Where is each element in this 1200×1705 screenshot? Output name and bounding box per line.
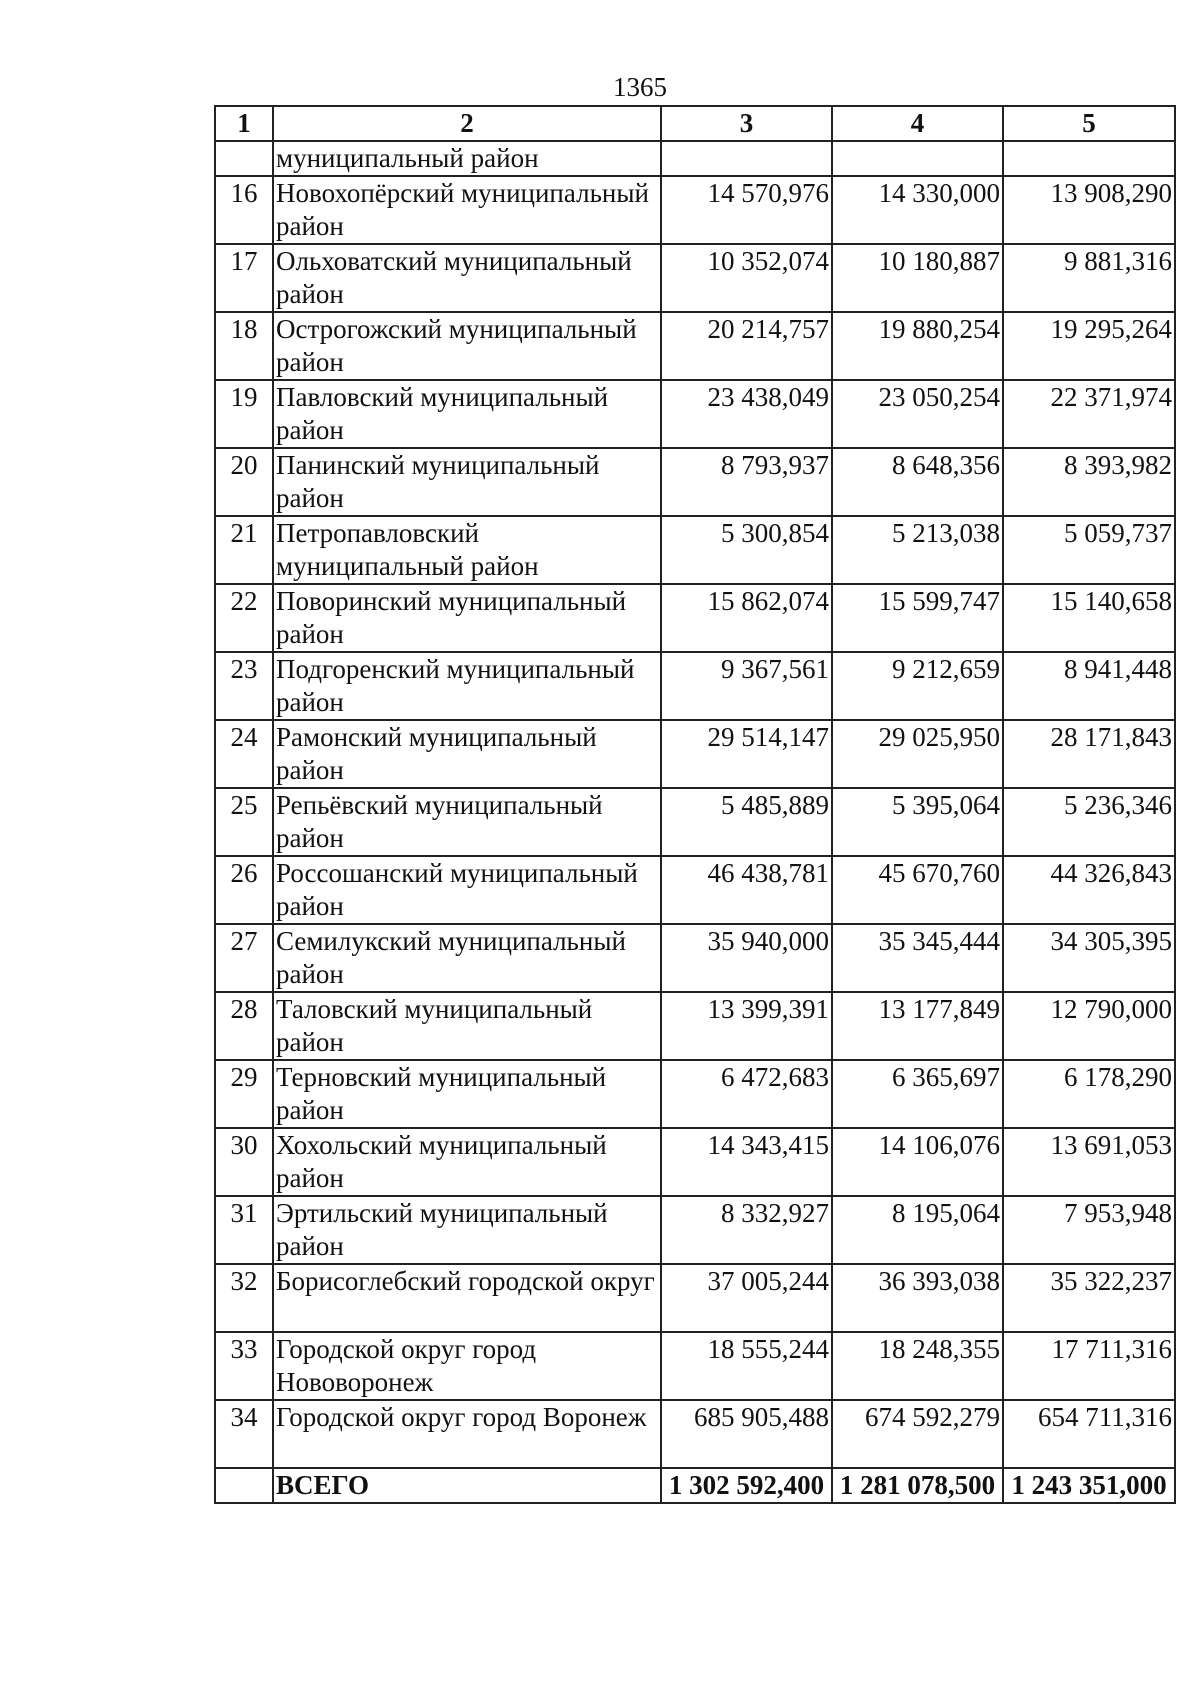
value-col-5: 17 711,316 [1003,1332,1175,1400]
value-col-4: 674 592,279 [832,1400,1003,1468]
value-col-3: 46 438,781 [661,856,832,924]
table-row [215,584,1175,652]
table-row [215,1060,1175,1128]
table-row [215,244,1175,312]
value-col-4: 35 345,444 [832,924,1003,992]
value-col-3: 29 514,147 [661,720,832,788]
table-header-row [215,106,1175,141]
row-number: 34 [215,1400,273,1468]
value-col-5: 5 059,737 [1003,516,1175,584]
total-number [215,1468,273,1503]
value-col-3: 5 300,854 [661,516,832,584]
municipality-name: Поворинский муниципальный район [273,584,661,652]
municipality-name: Острогожский муниципальный район [273,312,661,380]
row-number: 28 [215,992,273,1060]
municipality-name: Подгоренский муниципальный район [273,652,661,720]
table-row [215,1128,1175,1196]
table-row [215,924,1175,992]
table-row [215,448,1175,516]
value-col-3: 23 438,049 [661,380,832,448]
column-header-2: 2 [273,106,661,141]
total-col-4: 1 281 078,500 [832,1468,1003,1503]
total-label: ВСЕГО [273,1468,661,1503]
row-number: 25 [215,788,273,856]
page-number: 1365 [613,72,667,102]
municipality-name: Репьёвский муниципальный район [273,788,661,856]
value-col-4: 19 880,254 [832,312,1003,380]
value-col-4: 23 050,254 [832,380,1003,448]
municipality-name: Хохольский муниципальный район [273,1128,661,1196]
table-row [215,1332,1175,1400]
municipality-name: Россошанский муниципальный район [273,856,661,924]
municipality-name: Эртильский муниципальный район [273,1196,661,1264]
row-number [215,141,273,176]
value-col-4: 18 248,355 [832,1332,1003,1400]
municipality-name: Рамонский муниципальный район [273,720,661,788]
value-col-5: 9 881,316 [1003,244,1175,312]
value-col-3: 14 570,976 [661,176,832,244]
row-number: 20 [215,448,273,516]
row-number: 17 [215,244,273,312]
municipality-name: Таловский муниципальный район [273,992,661,1060]
value-col-3: 9 367,561 [661,652,832,720]
row-number: 24 [215,720,273,788]
row-number: 16 [215,176,273,244]
value-col-5: 35 322,237 [1003,1264,1175,1332]
municipality-name: Ольховатский муниципальный район [273,244,661,312]
value-col-4: 5 395,064 [832,788,1003,856]
value-col-5: 12 790,000 [1003,992,1175,1060]
table-row [215,652,1175,720]
table-row [215,788,1175,856]
municipality-name: Панинский муниципальный район [273,448,661,516]
value-col-3: 18 555,244 [661,1332,832,1400]
value-col-3: 5 485,889 [661,788,832,856]
municipality-name: Городской округ город Воронеж [273,1400,661,1468]
value-col-5: 44 326,843 [1003,856,1175,924]
municipality-name: муниципальный район [273,141,661,176]
value-col-4: 45 670,760 [832,856,1003,924]
table-row [215,176,1175,244]
row-number: 18 [215,312,273,380]
row-number: 33 [215,1332,273,1400]
municipality-name: Павловский муниципальный район [273,380,661,448]
value-col-4: 8 648,356 [832,448,1003,516]
value-col-4: 8 195,064 [832,1196,1003,1264]
value-col-5: 34 305,395 [1003,924,1175,992]
value-col-4: 5 213,038 [832,516,1003,584]
row-number: 21 [215,516,273,584]
municipality-name: Городской округ город Нововоронеж [273,1332,661,1400]
table-row [215,1264,1175,1332]
value-col-5: 28 171,843 [1003,720,1175,788]
value-col-4: 15 599,747 [832,584,1003,652]
column-header-1: 1 [215,106,273,141]
row-number: 30 [215,1128,273,1196]
value-col-4: 36 393,038 [832,1264,1003,1332]
row-number: 19 [215,380,273,448]
column-header-4: 4 [832,106,1003,141]
table-row [215,720,1175,788]
municipality-name: Новохопёрский муниципальный район [273,176,661,244]
value-col-3: 8 332,927 [661,1196,832,1264]
value-col-3: 13 399,391 [661,992,832,1060]
value-col-5: 19 295,264 [1003,312,1175,380]
table-row [215,856,1175,924]
budget-table [214,105,1176,1504]
value-col-4: 14 330,000 [832,176,1003,244]
value-col-3: 35 940,000 [661,924,832,992]
table-body [215,141,1175,1468]
value-col-3: 8 793,937 [661,448,832,516]
value-col-3: 15 862,074 [661,584,832,652]
row-number: 22 [215,584,273,652]
value-col-4: 29 025,950 [832,720,1003,788]
value-col-4: 14 106,076 [832,1128,1003,1196]
column-header-5: 5 [1003,106,1175,141]
value-col-3: 10 352,074 [661,244,832,312]
municipality-name: Борисоглебский городской округ [273,1264,661,1332]
value-col-4: 13 177,849 [832,992,1003,1060]
value-col-5: 22 371,974 [1003,380,1175,448]
row-number: 32 [215,1264,273,1332]
table-row [215,1400,1175,1468]
value-col-3 [661,141,832,176]
table-row [215,1196,1175,1264]
value-col-4 [832,141,1003,176]
value-col-5: 654 711,316 [1003,1400,1175,1468]
value-col-5 [1003,141,1175,176]
value-col-3: 20 214,757 [661,312,832,380]
value-col-5: 6 178,290 [1003,1060,1175,1128]
value-col-4: 6 365,697 [832,1060,1003,1128]
value-col-5: 5 236,346 [1003,788,1175,856]
row-number: 31 [215,1196,273,1264]
value-col-4: 10 180,887 [832,244,1003,312]
value-col-5: 15 140,658 [1003,584,1175,652]
value-col-5: 8 941,448 [1003,652,1175,720]
value-col-5: 7 953,948 [1003,1196,1175,1264]
municipality-name: Семилукский муниципальный район [273,924,661,992]
table-row-continuation [215,141,1175,176]
value-col-5: 13 908,290 [1003,176,1175,244]
value-col-3: 685 905,488 [661,1400,832,1468]
table-row-total [215,1468,1175,1503]
value-col-3: 37 005,244 [661,1264,832,1332]
value-col-5: 8 393,982 [1003,448,1175,516]
table-row [215,380,1175,448]
total-col-3: 1 302 592,400 [661,1468,832,1503]
value-col-4: 9 212,659 [832,652,1003,720]
value-col-3: 6 472,683 [661,1060,832,1128]
row-number: 23 [215,652,273,720]
value-col-3: 14 343,415 [661,1128,832,1196]
row-number: 26 [215,856,273,924]
municipality-name: Петропавловский муниципальный район [273,516,661,584]
total-col-5: 1 243 351,000 [1003,1468,1175,1503]
table-row [215,312,1175,380]
value-col-5: 13 691,053 [1003,1128,1175,1196]
column-header-3: 3 [661,106,832,141]
table-row [215,992,1175,1060]
table-row [215,516,1175,584]
municipality-name: Терновский муниципальный район [273,1060,661,1128]
row-number: 29 [215,1060,273,1128]
row-number: 27 [215,924,273,992]
